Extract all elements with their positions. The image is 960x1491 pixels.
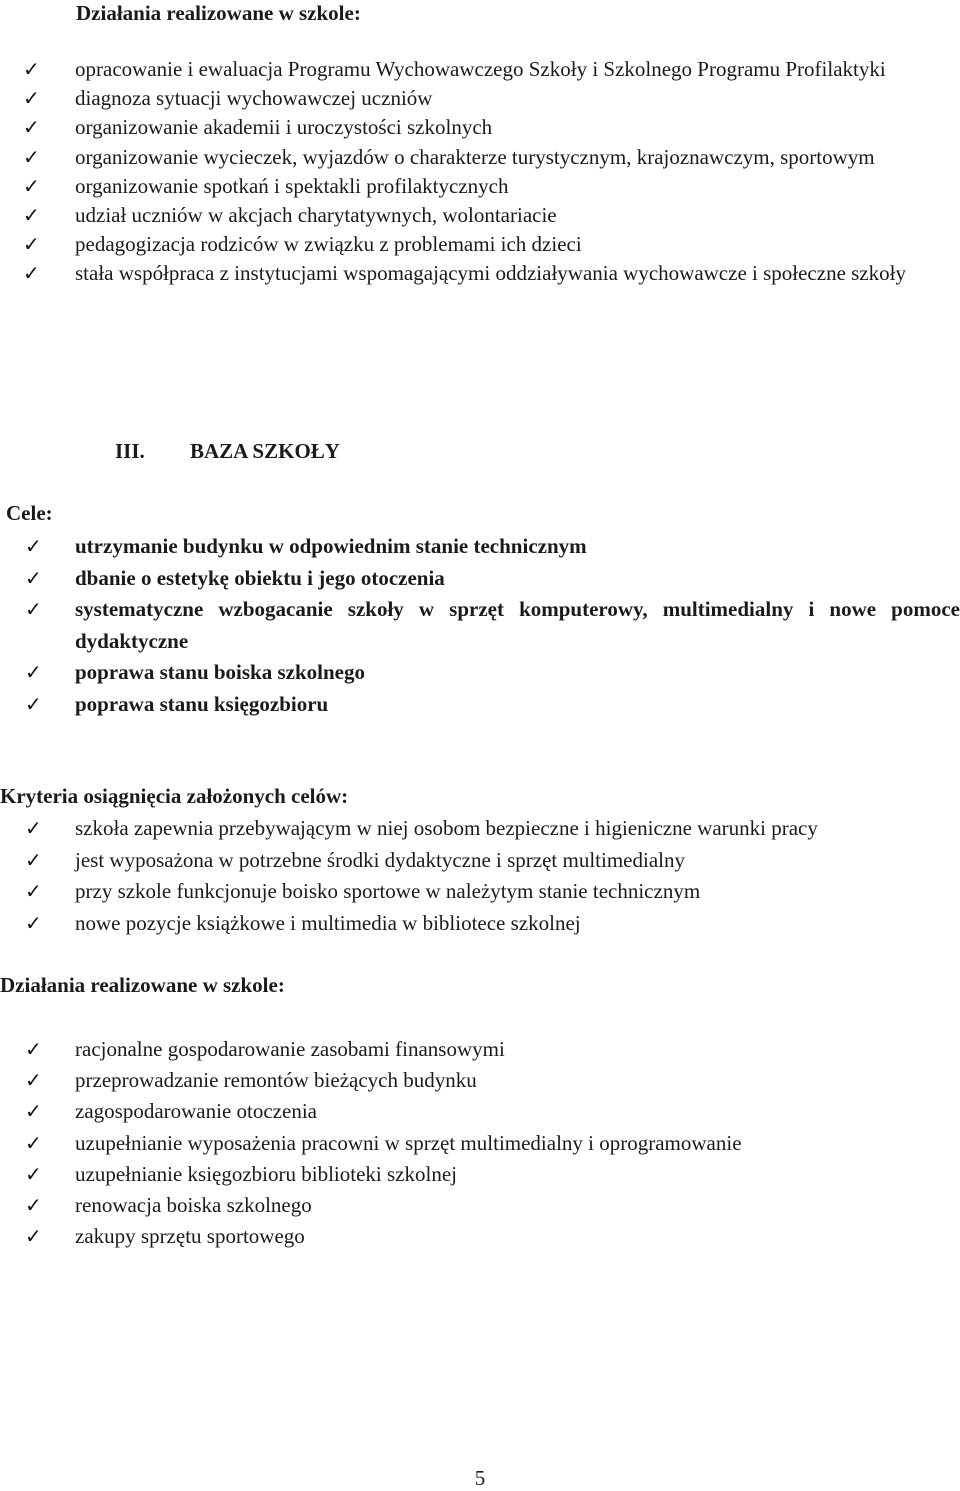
- list-item: ✓ opracowanie i ewaluacja Programu Wychowawczego Szkoły i Szkolnego Programu Profilaktyki: [75, 55, 955, 84]
- section-number: III.: [115, 439, 145, 463]
- list-item: ✓ organizowanie wycieczek, wyjazdów o charakterze turystycznym, krajoznawczym, sportowym: [75, 143, 955, 172]
- checkmark-icon: ✓: [23, 115, 40, 140]
- criteria-heading: Kryteria osiągnięcia założonych celów:: [0, 784, 349, 808]
- checkmark-icon: ✓: [25, 910, 42, 935]
- list-item: ✓ jest wyposażona w potrzebne środki dydaktyczne i sprzęt multimedialny: [75, 845, 960, 877]
- list-item: ✓ racjonalne gospodarowanie zasobami finansowymi: [75, 1034, 960, 1065]
- checkmark-icon: ✓: [23, 232, 40, 257]
- list-item: ✓ renowacja boiska szkolnego: [75, 1190, 960, 1221]
- checkmark-icon: ✓: [25, 534, 42, 558]
- page-number: 5: [474, 1466, 486, 1490]
- list-item: ✓ systematyczne wzbogacanie szkoły w sprzęt komputerowy, multimedialny i nowe pomoce dydaktyczne: [75, 594, 960, 657]
- actions-list: [23, 55, 955, 289]
- checkmark-icon: ✓: [23, 144, 40, 169]
- list-item: ✓ organizowanie spotkań i spektakli profilaktycznych: [75, 172, 955, 201]
- list-item: ✓ stała współpraca z instytucjami wspomagającymi oddziaływania wychowawcze i społeczne szkoły: [75, 259, 955, 288]
- list-item: ✓ utrzymanie budynku w odpowiednim stanie technicznym: [75, 531, 960, 563]
- checkmark-icon: ✓: [25, 1068, 42, 1093]
- checkmark-icon: ✓: [25, 1099, 42, 1124]
- section-title: BAZA SZKOŁY: [190, 439, 340, 463]
- list-item: ✓ szkoła zapewnia przebywającym w niej osobom bezpieczne i higieniczne warunki pracy: [75, 813, 960, 845]
- checkmark-icon: ✓: [25, 816, 42, 840]
- goals-heading: Cele:: [6, 501, 53, 525]
- list-item: ✓ uzupełnianie księgozbioru biblioteki szkolnej: [75, 1159, 960, 1190]
- checkmark-icon: ✓: [25, 879, 42, 904]
- criteria-list: [25, 813, 960, 939]
- list-item: ✓ poprawa stanu boiska szkolnego: [75, 657, 960, 689]
- actions2-heading: Działania realizowane w szkole:: [0, 973, 285, 997]
- list-item: ✓ zagospodarowanie otoczenia: [75, 1096, 960, 1127]
- checkmark-icon: ✓: [25, 847, 42, 872]
- checkmark-icon: ✓: [25, 1130, 42, 1155]
- list-item: ✓ zakupy sprzętu sportowego: [75, 1221, 960, 1252]
- checkmark-icon: ✓: [23, 203, 40, 228]
- checkmark-icon: ✓: [23, 57, 40, 81]
- list-item: ✓ nowe pozycje książkowe i multimedia w bibliotece szkolnej: [75, 908, 960, 940]
- checkmark-icon: ✓: [25, 660, 42, 685]
- checkmark-icon: ✓: [25, 1161, 42, 1186]
- checkmark-icon: ✓: [25, 597, 42, 622]
- list-item: ✓ diagnoza sytuacji wychowawczej uczniów: [75, 84, 955, 113]
- checkmark-icon: ✓: [25, 1037, 42, 1061]
- checkmark-icon: ✓: [25, 1224, 42, 1249]
- list-item: ✓ udział uczniów w akcjach charytatywnych, wolontariacie: [75, 201, 955, 230]
- checkmark-icon: ✓: [25, 1193, 42, 1218]
- checkmark-icon: ✓: [25, 691, 42, 716]
- goals-list: [25, 531, 960, 721]
- checkmark-icon: ✓: [23, 86, 40, 111]
- list-item: ✓ przeprowadzanie remontów bieżących budynku: [75, 1065, 960, 1096]
- list-item: ✓ organizowanie akademii i uroczystości szkolnych: [75, 113, 955, 142]
- section-heading-actions: Działania realizowane w szkole:: [76, 1, 361, 25]
- checkmark-icon: ✓: [23, 173, 40, 198]
- list-item: ✓ dbanie o estetykę obiektu i jego otoczenia: [75, 563, 960, 595]
- list-item: ✓ pedagogizacja rodziców w związku z problemami ich dzieci: [75, 230, 955, 259]
- list-item: ✓ uzupełnianie wyposażenia pracowni w sprzęt multimedialny i oprogramowanie: [75, 1128, 960, 1159]
- checkmark-icon: ✓: [25, 565, 42, 590]
- list-item: ✓ przy szkole funkcjonuje boisko sportowe w należytym stanie technicznym: [75, 876, 960, 908]
- list-item: ✓ poprawa stanu księgozbioru: [75, 689, 960, 721]
- actions2-list: [25, 1034, 960, 1252]
- checkmark-icon: ✓: [23, 261, 40, 286]
